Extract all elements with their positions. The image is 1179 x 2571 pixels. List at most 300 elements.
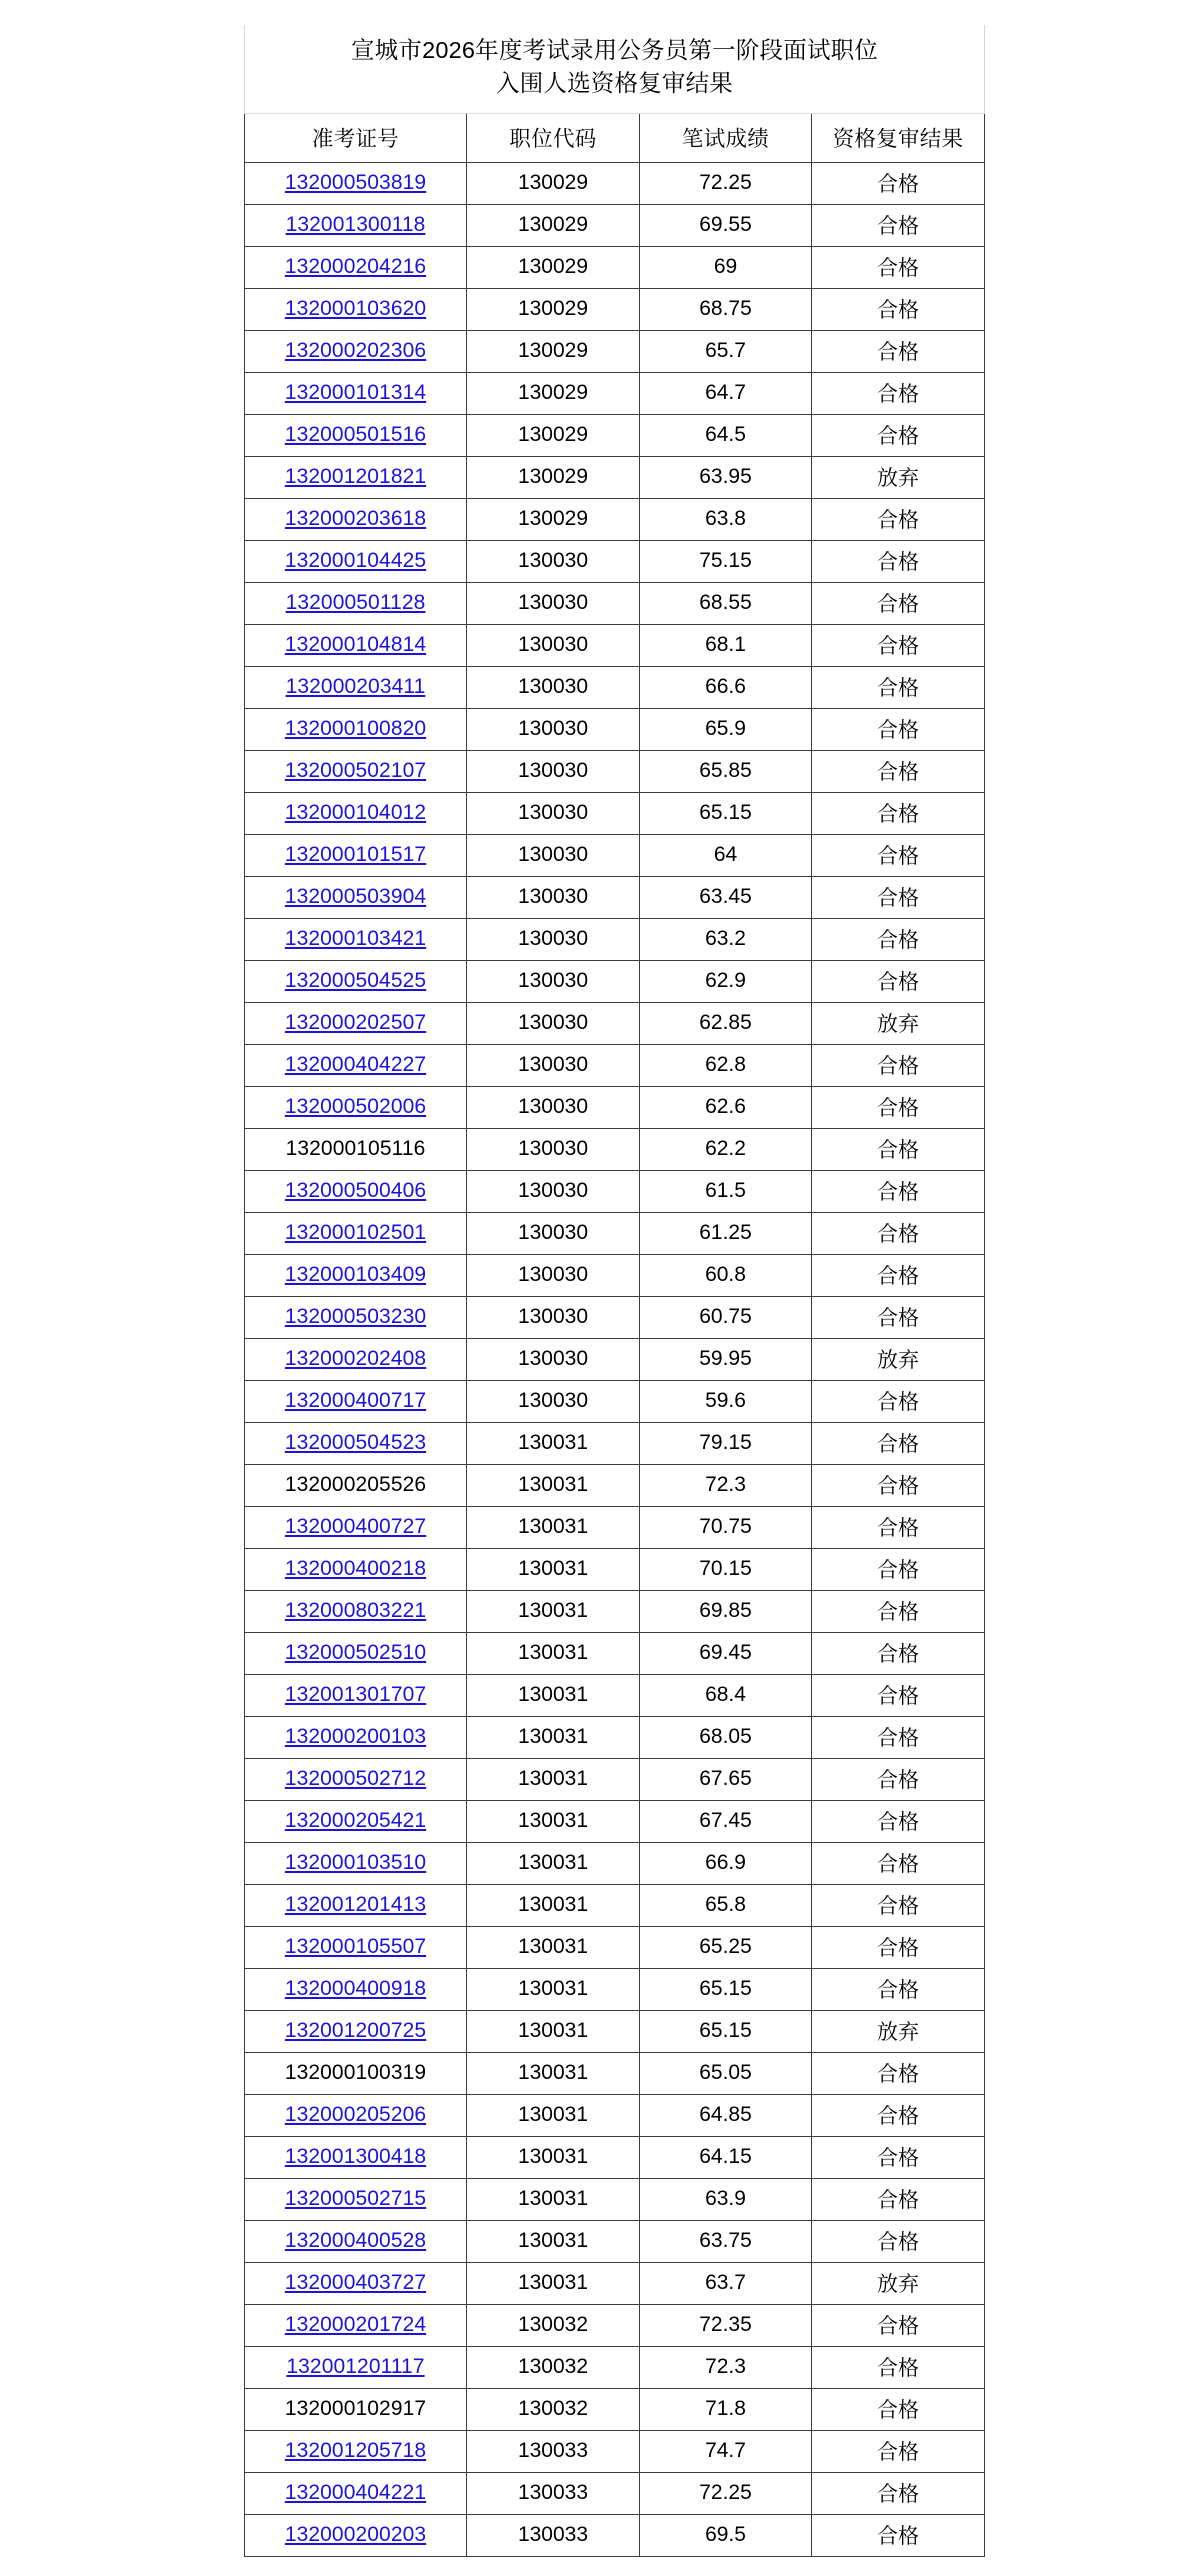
ticket-number-link[interactable]: 132001300418 [284, 2144, 427, 2168]
cell-ticket-number[interactable] [245, 498, 467, 540]
cell-ticket-number[interactable] [245, 2220, 467, 2262]
table-row [245, 918, 985, 960]
table-row [245, 2220, 985, 2262]
cell-position-code: 130030 [467, 1296, 640, 1338]
title-row [245, 25, 985, 113]
ticket-number-link[interactable]: 132000803221 [284, 1598, 427, 1622]
cell-ticket-number[interactable] [245, 1422, 467, 1464]
cell-review-result: 合格 [812, 1674, 985, 1716]
cell-review-result: 放弃 [812, 1338, 985, 1380]
cell-review-result: 合格 [812, 1716, 985, 1758]
cell-ticket-number[interactable] [245, 1800, 467, 1842]
cell-written-score: 68.1 [640, 624, 812, 666]
cell-written-score: 72.3 [640, 2346, 812, 2388]
cell-review-result: 合格 [812, 792, 985, 834]
cell-written-score: 64 [640, 834, 812, 876]
cell-review-result: 合格 [812, 1842, 985, 1884]
cell-position-code: 130031 [467, 1800, 640, 1842]
column-header-ticket-number: 准考证号 [245, 113, 467, 162]
cell-ticket-number [245, 1464, 467, 1506]
ticket-number-link[interactable]: 132000101517 [284, 842, 427, 866]
cell-written-score: 72.25 [640, 162, 812, 204]
cell-written-score: 72.35 [640, 2304, 812, 2346]
cell-position-code: 130030 [467, 666, 640, 708]
cell-ticket-number[interactable] [245, 2010, 467, 2052]
cell-ticket-number[interactable] [245, 666, 467, 708]
cell-review-result: 合格 [812, 2220, 985, 2262]
cell-review-result: 合格 [812, 2430, 985, 2472]
cell-written-score: 72.3 [640, 1464, 812, 1506]
cell-review-result: 合格 [812, 540, 985, 582]
table-row [245, 750, 985, 792]
cell-review-result: 放弃 [812, 456, 985, 498]
ticket-number-link[interactable]: 132000102501 [284, 1220, 427, 1244]
cell-written-score: 67.45 [640, 1800, 812, 1842]
cell-ticket-number[interactable] [245, 288, 467, 330]
cell-position-code: 130032 [467, 2388, 640, 2430]
table-row [245, 666, 985, 708]
cell-review-result: 合格 [812, 162, 985, 204]
table-row [245, 2136, 985, 2178]
cell-ticket-number[interactable] [245, 708, 467, 750]
cell-ticket-number[interactable] [245, 2304, 467, 2346]
cell-review-result: 合格 [812, 1254, 985, 1296]
ticket-number-link[interactable]: 132000205421 [284, 1808, 427, 1832]
cell-review-result: 合格 [812, 1884, 985, 1926]
table-header-row [245, 113, 985, 162]
cell-review-result: 合格 [812, 2178, 985, 2220]
ticket-number-link[interactable]: 132000504525 [284, 968, 427, 992]
ticket-number-link[interactable]: 132000104012 [284, 800, 427, 824]
cell-review-result: 合格 [812, 2472, 985, 2514]
table-row [245, 1506, 985, 1548]
table-row [245, 330, 985, 372]
cell-written-score: 62.6 [640, 1086, 812, 1128]
ticket-number-link[interactable]: 132000205206 [284, 2102, 427, 2126]
cell-written-score: 64.15 [640, 2136, 812, 2178]
cell-ticket-number[interactable] [245, 204, 467, 246]
cell-review-result: 放弃 [812, 2262, 985, 2304]
cell-review-result: 合格 [812, 876, 985, 918]
cell-review-result: 合格 [812, 624, 985, 666]
ticket-number-link[interactable]: 132000400528 [284, 2228, 427, 2252]
cell-ticket-number[interactable] [245, 1632, 467, 1674]
ticket-number-link[interactable]: 132000104814 [284, 632, 427, 656]
table-body [245, 162, 985, 2556]
ticket-number-link[interactable]: 132000503230 [284, 1304, 427, 1328]
cell-ticket-number[interactable] [245, 1002, 467, 1044]
cell-position-code: 130030 [467, 1380, 640, 1422]
cell-ticket-number[interactable] [245, 2136, 467, 2178]
ticket-number-link[interactable]: 132000500406 [284, 1178, 427, 1202]
ticket-number-link[interactable]: 132000502107 [284, 758, 427, 782]
cell-written-score: 65.85 [640, 750, 812, 792]
cell-ticket-number[interactable] [245, 2262, 467, 2304]
cell-ticket-number[interactable] [245, 1212, 467, 1254]
cell-written-score: 66.6 [640, 666, 812, 708]
cell-ticket-number[interactable] [245, 1170, 467, 1212]
cell-review-result: 合格 [812, 834, 985, 876]
cell-ticket-number[interactable] [245, 2514, 467, 2556]
cell-review-result: 合格 [812, 960, 985, 1002]
cell-ticket-number[interactable] [245, 1716, 467, 1758]
table-row [245, 204, 985, 246]
ticket-number-link[interactable]: 132000503904 [284, 884, 427, 908]
cell-review-result: 合格 [812, 1044, 985, 1086]
cell-position-code: 130030 [467, 918, 640, 960]
ticket-number-link[interactable]: 132000104425 [284, 548, 427, 572]
cell-position-code: 130030 [467, 792, 640, 834]
ticket-number-link[interactable]: 132000103620 [284, 296, 427, 320]
table-row [245, 1632, 985, 1674]
cell-ticket-number[interactable] [245, 750, 467, 792]
cell-ticket-number[interactable] [245, 1968, 467, 2010]
cell-position-code: 130029 [467, 498, 640, 540]
cell-written-score: 69.5 [640, 2514, 812, 2556]
table-row [245, 1590, 985, 1632]
cell-ticket-number[interactable] [245, 1548, 467, 1590]
cell-written-score: 65.8 [640, 1884, 812, 1926]
table-row [245, 1716, 985, 1758]
cell-ticket-number[interactable] [245, 2472, 467, 2514]
cell-written-score: 61.5 [640, 1170, 812, 1212]
cell-review-result: 合格 [812, 1212, 985, 1254]
cell-written-score: 65.15 [640, 2010, 812, 2052]
cell-position-code: 130030 [467, 1002, 640, 1044]
table-row [245, 2346, 985, 2388]
table-row [245, 1170, 985, 1212]
cell-review-result: 合格 [812, 1380, 985, 1422]
ticket-number-link[interactable]: 132001205718 [284, 2438, 427, 2462]
cell-written-score: 72.25 [640, 2472, 812, 2514]
cell-ticket-number[interactable] [245, 2094, 467, 2136]
cell-review-result: 合格 [812, 414, 985, 456]
cell-written-score: 70.75 [640, 1506, 812, 1548]
cell-ticket-number[interactable] [245, 414, 467, 456]
cell-position-code: 130029 [467, 162, 640, 204]
cell-position-code: 130031 [467, 1716, 640, 1758]
ticket-number-link[interactable]: 132000100820 [284, 716, 427, 740]
table-row [245, 414, 985, 456]
cell-ticket-number[interactable] [245, 330, 467, 372]
ticket-number-text: 132000102917 [284, 2396, 427, 2420]
table-row [245, 2178, 985, 2220]
cell-position-code: 130031 [467, 1464, 640, 1506]
table-row [245, 162, 985, 204]
table-row [245, 1926, 985, 1968]
cell-written-score: 70.15 [640, 1548, 812, 1590]
ticket-number-link[interactable]: 132000400717 [284, 1388, 427, 1412]
cell-review-result: 合格 [812, 918, 985, 960]
cell-written-score: 65.7 [640, 330, 812, 372]
ticket-number-link[interactable]: 132001201117 [286, 2354, 425, 2378]
cell-ticket-number[interactable] [245, 1338, 467, 1380]
ticket-number-link[interactable]: 132000501128 [285, 590, 426, 614]
cell-position-code: 130031 [467, 2178, 640, 2220]
cell-ticket-number[interactable] [245, 246, 467, 288]
cell-review-result: 合格 [812, 1086, 985, 1128]
cell-written-score: 60.8 [640, 1254, 812, 1296]
ticket-number-link[interactable]: 132000101314 [284, 380, 427, 404]
cell-written-score: 69 [640, 246, 812, 288]
table-row [245, 1212, 985, 1254]
cell-ticket-number[interactable] [245, 1254, 467, 1296]
cell-written-score: 65.05 [640, 2052, 812, 2094]
table-row [245, 582, 985, 624]
cell-ticket-number[interactable] [245, 1590, 467, 1632]
cell-position-code: 130030 [467, 1044, 640, 1086]
ticket-number-link[interactable]: 132000202306 [284, 338, 427, 362]
document-title [245, 25, 985, 113]
cell-written-score: 68.55 [640, 582, 812, 624]
ticket-number-link[interactable]: 132000504523 [284, 1430, 427, 1454]
ticket-number-link[interactable]: 132000502006 [284, 1094, 427, 1118]
cell-ticket-number[interactable] [245, 1884, 467, 1926]
cell-written-score: 68.4 [640, 1674, 812, 1716]
cell-written-score: 67.65 [640, 1758, 812, 1800]
ticket-number-link[interactable]: 132000103409 [284, 1262, 427, 1286]
cell-review-result: 合格 [812, 2304, 985, 2346]
results-table [244, 25, 985, 2557]
cell-position-code: 130032 [467, 2346, 640, 2388]
cell-written-score: 64.5 [640, 414, 812, 456]
table-row [245, 456, 985, 498]
table-row [245, 792, 985, 834]
table-row [245, 2430, 985, 2472]
cell-written-score: 62.9 [640, 960, 812, 1002]
ticket-number-link[interactable]: 132000202507 [284, 1010, 427, 1034]
table-row [245, 1002, 985, 1044]
ticket-number-link[interactable]: 132001201821 [284, 464, 427, 488]
ticket-number-link[interactable]: 132001200725 [284, 2018, 427, 2042]
cell-review-result: 合格 [812, 1464, 985, 1506]
table-row [245, 960, 985, 1002]
cell-ticket-number[interactable] [245, 162, 467, 204]
cell-review-result: 合格 [812, 1506, 985, 1548]
table-row [245, 1842, 985, 1884]
cell-written-score: 63.7 [640, 2262, 812, 2304]
cell-position-code: 130033 [467, 2472, 640, 2514]
cell-written-score: 63.8 [640, 498, 812, 540]
cell-review-result: 合格 [812, 2388, 985, 2430]
cell-written-score: 68.05 [640, 1716, 812, 1758]
cell-position-code: 130031 [467, 1590, 640, 1632]
cell-review-result: 合格 [812, 204, 985, 246]
ticket-number-link[interactable]: 132000400918 [284, 1976, 427, 2000]
ticket-number-link[interactable]: 132000204216 [284, 254, 427, 278]
cell-position-code: 130031 [467, 2136, 640, 2178]
cell-ticket-number[interactable] [245, 918, 467, 960]
cell-ticket-number[interactable] [245, 1086, 467, 1128]
table-row [245, 2388, 985, 2430]
cell-ticket-number[interactable] [245, 2346, 467, 2388]
cell-ticket-number[interactable] [245, 456, 467, 498]
table-row [245, 498, 985, 540]
ticket-number-link[interactable]: 132000502510 [284, 1640, 427, 1664]
table-row [245, 288, 985, 330]
ticket-number-link[interactable]: 132001301707 [284, 1682, 427, 1706]
document-title-line-2: 入围人选资格复审结果 [496, 70, 733, 97]
cell-ticket-number[interactable] [245, 1842, 467, 1884]
table-row [245, 1464, 985, 1506]
cell-review-result: 合格 [812, 1296, 985, 1338]
column-header-written-score: 笔试成绩 [640, 113, 812, 162]
cell-position-code: 130029 [467, 330, 640, 372]
table-row [245, 1800, 985, 1842]
cell-position-code: 130030 [467, 750, 640, 792]
ticket-number-link[interactable]: 132000404227 [284, 1052, 427, 1076]
column-header-review-result: 资格复审结果 [812, 113, 985, 162]
table-row [245, 1128, 985, 1170]
cell-position-code: 130031 [467, 1884, 640, 1926]
table-row [245, 834, 985, 876]
column-header-position-code: 职位代码 [467, 113, 640, 162]
cell-position-code: 130030 [467, 1170, 640, 1212]
cell-position-code: 130029 [467, 372, 640, 414]
cell-ticket-number[interactable] [245, 834, 467, 876]
ticket-number-link[interactable]: 132001300118 [285, 212, 426, 236]
cell-review-result: 合格 [812, 2346, 985, 2388]
cell-position-code: 130031 [467, 2052, 640, 2094]
cell-review-result: 合格 [812, 708, 985, 750]
cell-ticket-number[interactable] [245, 876, 467, 918]
cell-ticket-number[interactable] [245, 1674, 467, 1716]
ticket-number-text: 132000205526 [284, 1472, 427, 1496]
cell-position-code: 130029 [467, 414, 640, 456]
cell-ticket-number[interactable] [245, 582, 467, 624]
ticket-number-link[interactable]: 132000404221 [284, 2480, 427, 2504]
cell-position-code: 130031 [467, 1632, 640, 1674]
ticket-number-link[interactable]: 132000103510 [284, 1850, 427, 1874]
cell-written-score: 65.15 [640, 792, 812, 834]
cell-ticket-number[interactable] [245, 792, 467, 834]
cell-written-score: 66.9 [640, 1842, 812, 1884]
cell-written-score: 71.8 [640, 2388, 812, 2430]
cell-position-code: 130030 [467, 540, 640, 582]
cell-position-code: 130029 [467, 246, 640, 288]
table-row [245, 876, 985, 918]
cell-position-code: 130029 [467, 456, 640, 498]
ticket-number-link[interactable]: 132000103421 [284, 926, 427, 950]
table-row [245, 1422, 985, 1464]
cell-review-result: 合格 [812, 582, 985, 624]
cell-review-result: 放弃 [812, 1002, 985, 1044]
table-row [245, 2052, 985, 2094]
cell-written-score: 61.25 [640, 1212, 812, 1254]
cell-position-code: 130031 [467, 1674, 640, 1716]
table-row [245, 1338, 985, 1380]
cell-ticket-number[interactable] [245, 1758, 467, 1800]
ticket-number-link[interactable]: 132001201413 [284, 1892, 427, 1916]
ticket-number-text: 132000105116 [285, 1136, 426, 1160]
cell-written-score: 63.75 [640, 2220, 812, 2262]
cell-review-result: 合格 [812, 498, 985, 540]
cell-ticket-number[interactable] [245, 1926, 467, 1968]
cell-written-score: 63.45 [640, 876, 812, 918]
cell-ticket-number[interactable] [245, 1044, 467, 1086]
ticket-number-link[interactable]: 132000403727 [284, 2270, 427, 2294]
cell-written-score: 62.2 [640, 1128, 812, 1170]
table-row [245, 2010, 985, 2052]
ticket-number-link[interactable]: 132000203411 [285, 674, 426, 698]
table-row [245, 624, 985, 666]
cell-position-code: 130031 [467, 2262, 640, 2304]
ticket-number-link[interactable]: 132000400727 [284, 1514, 427, 1538]
cell-position-code: 130030 [467, 1254, 640, 1296]
cell-ticket-number[interactable] [245, 2430, 467, 2472]
ticket-number-link[interactable]: 132000202408 [284, 1346, 427, 1370]
cell-ticket-number[interactable] [245, 2178, 467, 2220]
cell-position-code: 130031 [467, 1968, 640, 2010]
table-row [245, 1044, 985, 1086]
cell-position-code: 130029 [467, 288, 640, 330]
cell-written-score: 75.15 [640, 540, 812, 582]
cell-written-score: 62.85 [640, 1002, 812, 1044]
cell-ticket-number[interactable] [245, 372, 467, 414]
cell-ticket-number[interactable] [245, 540, 467, 582]
ticket-number-link[interactable]: 132000400218 [284, 1556, 427, 1580]
cell-written-score: 59.95 [640, 1338, 812, 1380]
cell-ticket-number[interactable] [245, 624, 467, 666]
cell-ticket-number[interactable] [245, 1380, 467, 1422]
cell-review-result: 合格 [812, 1128, 985, 1170]
cell-ticket-number[interactable] [245, 1506, 467, 1548]
cell-ticket-number[interactable] [245, 960, 467, 1002]
ticket-number-link[interactable]: 132000203618 [284, 506, 427, 530]
ticket-number-link[interactable]: 132000200103 [284, 1724, 427, 1748]
cell-review-result: 合格 [812, 2094, 985, 2136]
ticket-number-text: 132000100319 [284, 2060, 427, 2084]
cell-review-result: 合格 [812, 2052, 985, 2094]
cell-written-score: 65.25 [640, 1926, 812, 1968]
cell-position-code: 130030 [467, 876, 640, 918]
cell-written-score: 65.9 [640, 708, 812, 750]
cell-review-result: 合格 [812, 1968, 985, 2010]
cell-position-code: 130031 [467, 1842, 640, 1884]
ticket-number-link[interactable]: 132000201724 [284, 2312, 427, 2336]
cell-review-result: 合格 [812, 1590, 985, 1632]
table-row [245, 540, 985, 582]
ticket-number-link[interactable]: 132000105507 [284, 1934, 427, 1958]
table-row [245, 2304, 985, 2346]
cell-written-score: 59.6 [640, 1380, 812, 1422]
ticket-number-link[interactable]: 132000200203 [284, 2522, 427, 2546]
table-row [245, 1548, 985, 1590]
cell-review-result: 合格 [812, 2136, 985, 2178]
ticket-number-link[interactable]: 132000501516 [284, 422, 427, 446]
ticket-number-link[interactable]: 132000503819 [284, 170, 427, 194]
cell-position-code: 130031 [467, 1926, 640, 1968]
cell-written-score: 63.95 [640, 456, 812, 498]
table-row [245, 1968, 985, 2010]
cell-position-code: 130030 [467, 624, 640, 666]
cell-position-code: 130031 [467, 2220, 640, 2262]
cell-position-code: 130030 [467, 834, 640, 876]
cell-written-score: 65.15 [640, 1968, 812, 2010]
cell-position-code: 130030 [467, 1212, 640, 1254]
cell-review-result: 合格 [812, 2514, 985, 2556]
cell-written-score: 74.7 [640, 2430, 812, 2472]
cell-position-code: 130030 [467, 708, 640, 750]
cell-ticket-number[interactable] [245, 1296, 467, 1338]
cell-position-code: 130030 [467, 1128, 640, 1170]
cell-review-result: 合格 [812, 1548, 985, 1590]
ticket-number-link[interactable]: 132000502715 [284, 2186, 427, 2210]
cell-review-result: 合格 [812, 1800, 985, 1842]
ticket-number-link[interactable]: 132000502712 [284, 1766, 427, 1790]
cell-position-code: 130030 [467, 960, 640, 1002]
table-row [245, 246, 985, 288]
